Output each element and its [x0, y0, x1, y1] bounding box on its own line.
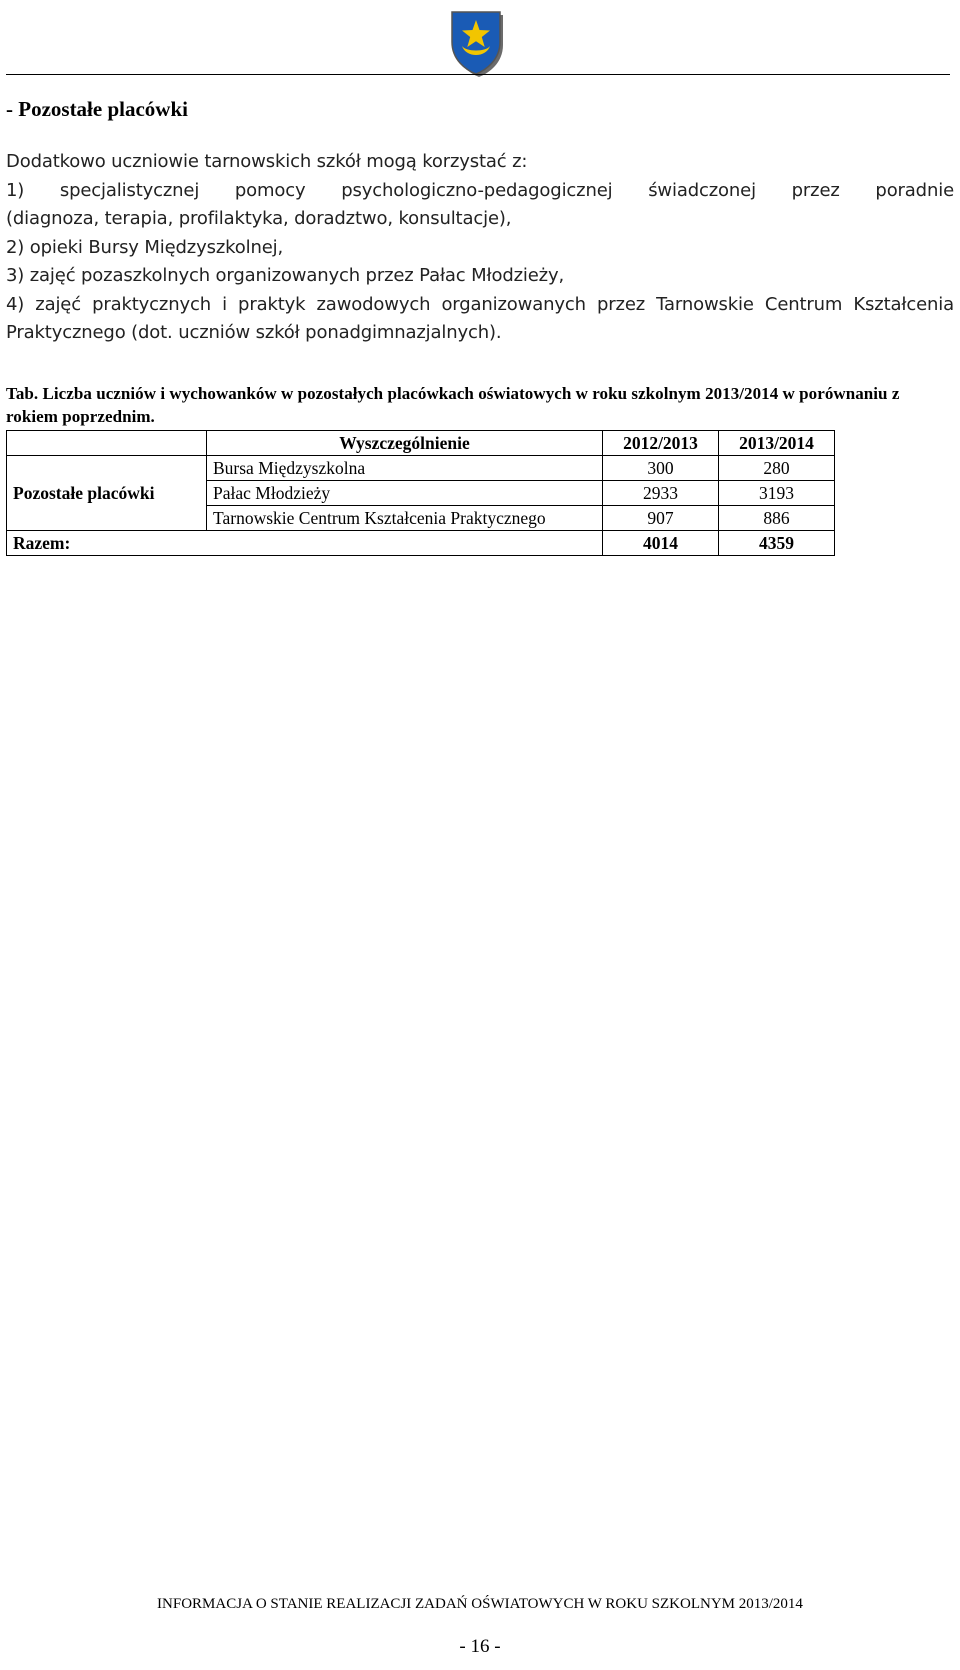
section-heading: - Pozostałe placówki	[6, 97, 188, 121]
group-label: Pozostałe placówki	[7, 456, 207, 531]
row-value-2012: 907	[603, 506, 719, 531]
total-value-2012: 4014	[603, 531, 719, 556]
table-total-row	[7, 531, 835, 556]
list-item-2: 2) opieki Bursy Międzyszkolnej,	[6, 236, 284, 258]
table-header-row	[7, 431, 835, 456]
list-item-3: 3) zajęć pozaszkolnych organizowanych przez Pałac Młodzieży,	[6, 265, 565, 286]
crest-icon	[440, 6, 512, 78]
list-item-1-line-1: 1) specjalistycznej pomocy psychologiczno-pedagogicznej świadczonej przez poradnie	[6, 179, 954, 201]
page-footer: INFORMACJA O STANIE REALIZACJI ZADAŃ OŚWIATOWYCH W ROKU SZKOLNYM 2013/2014	[157, 1596, 803, 1612]
row-value-2012: 2933	[603, 481, 719, 506]
body-text	[6, 148, 954, 348]
data-table	[6, 430, 835, 556]
row-name: Pałac Młodzieży	[207, 481, 603, 506]
row-value-2013: 280	[719, 456, 835, 481]
column-header-2013: 2013/2014	[719, 431, 835, 456]
row-value-2013: 886	[719, 506, 835, 531]
row-value-2013: 3193	[719, 481, 835, 506]
row-name: Tarnowskie Centrum Kształcenia Praktycznego	[207, 506, 603, 531]
row-value-2012: 300	[603, 456, 719, 481]
table-corner-cell	[7, 431, 207, 456]
row-name: Bursa Międzyszkolna	[207, 456, 603, 481]
intro-paragraph: Dodatkowo uczniowie tarnowskich szkół mogą korzystać z:	[6, 151, 528, 172]
table-caption: Tab. Liczba uczniów i wychowanków w pozostałych placówkach oświatowych w roku szkolnym 2013/2014 w porównaniu z rokiem poprzednim.	[6, 384, 900, 426]
column-header-name: Wyszczególnienie	[207, 431, 603, 456]
page-number: - 16 -	[459, 1636, 501, 1657]
list-item-1-line-2: (diagnoza, terapia, profilaktyka, doradztwo, konsultacje),	[6, 208, 512, 229]
total-value-2013: 4359	[719, 531, 835, 556]
total-label: Razem:	[7, 531, 603, 556]
list-item-4: 4) zajęć praktycznych i praktyk zawodowych organizowanych przez Tarnowskie Centrum Kształcenia Praktycznego (dot. uczniów szkół ponadgimnazjalnych).	[6, 293, 954, 343]
column-header-2012: 2012/2013	[603, 431, 719, 456]
header-rule	[6, 74, 950, 75]
table-row	[7, 456, 835, 481]
